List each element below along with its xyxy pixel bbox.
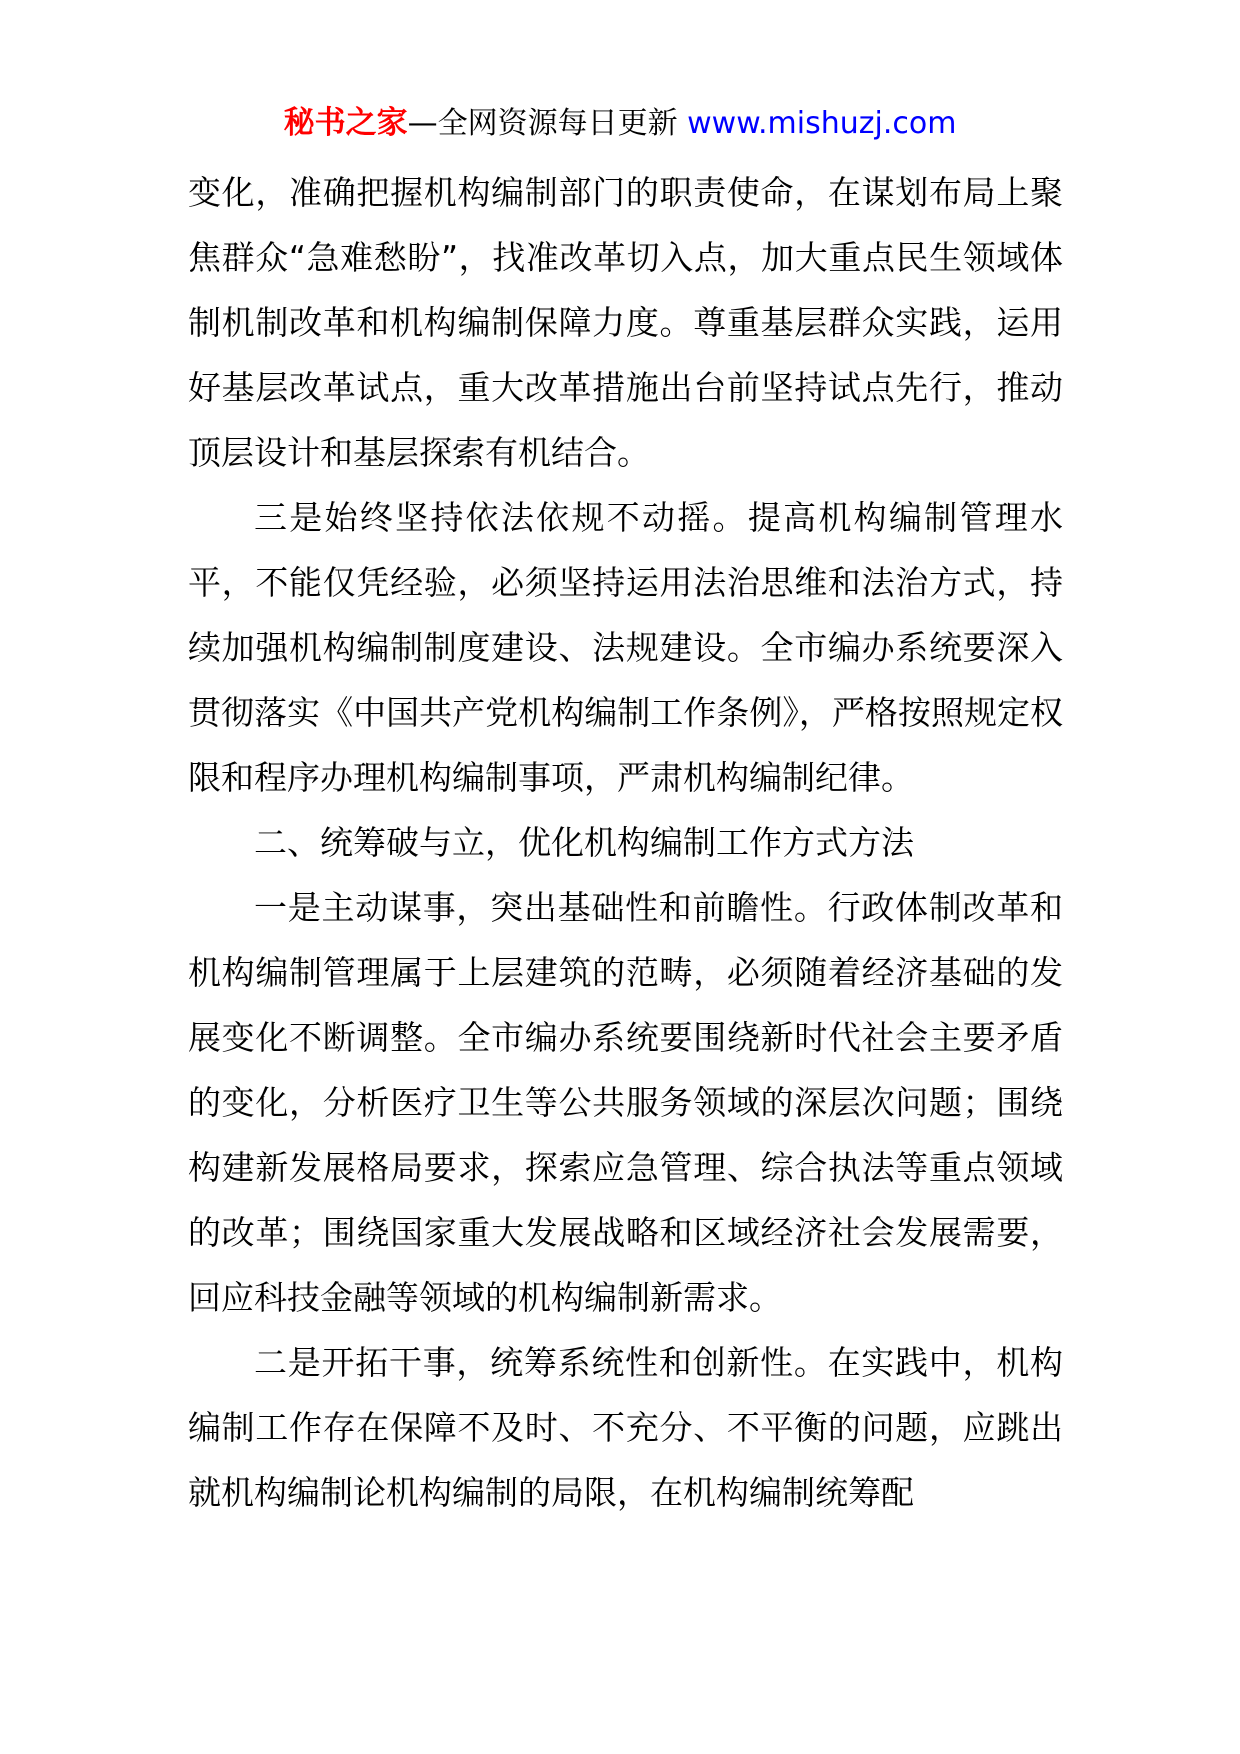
paragraph: 一是主动谋事，突出基础性和前瞻性。行政体制改革和机构编制管理属于上层建筑的范畴，必须随着经济基础的发展变化不断调整。全市编办系统要围绕新时代社会主要矛盾的变化，分析医疗卫生等公共服务领域的深层次问题；围绕构建新发展格局要求，探索应急管理、综合执法等重点领域的改革；围绕国家重大发展战略和区域经济社会发展需要，回应科技金融等领域的机构编制新需求。 bbox=[188, 888, 1063, 1317]
section-heading: 二、统筹破与立，优化机构编制工作方式方法 bbox=[254, 823, 914, 862]
page-header bbox=[0, 100, 1240, 146]
document-body bbox=[188, 160, 1063, 1525]
paragraph: 变化，准确把握机构编制部门的职责使命，在谋划布局上聚焦群众“急难愁盼”，找准改革切入点，加大重点民生领域体制机制改革和机构编制保障力度。尊重基层群众实践，运用好基层改革试点，重大改革措施出台前坚持试点先行，推动顶层设计和基层探索有机结合。 bbox=[188, 173, 1063, 472]
header-url-link[interactable]: www.mishuzj.com bbox=[687, 106, 957, 141]
paragraph: 二是开拓干事，统筹系统性和创新性。在实践中，机构编制工作存在保障不及时、不充分、不平衡的问题，应跳出就机构编制论机构编制的局限，在机构编制统筹配 bbox=[188, 1343, 1063, 1512]
header-brand: 秘书之家 bbox=[283, 105, 408, 141]
header-tagline: —全网资源每日更新 bbox=[407, 106, 688, 141]
paragraph: 三是始终坚持依法依规不动摇。提高机构编制管理水平，不能仅凭经验，必须坚持运用法治思维和法治方式，持续加强机构编制制度建设、法规建设。全市编办系统要深入贯彻落实《中国共产党机构编制工作条例》，严格按照规定权限和程序办理机构编制事项，严肃机构编制纪律。 bbox=[188, 498, 1063, 797]
